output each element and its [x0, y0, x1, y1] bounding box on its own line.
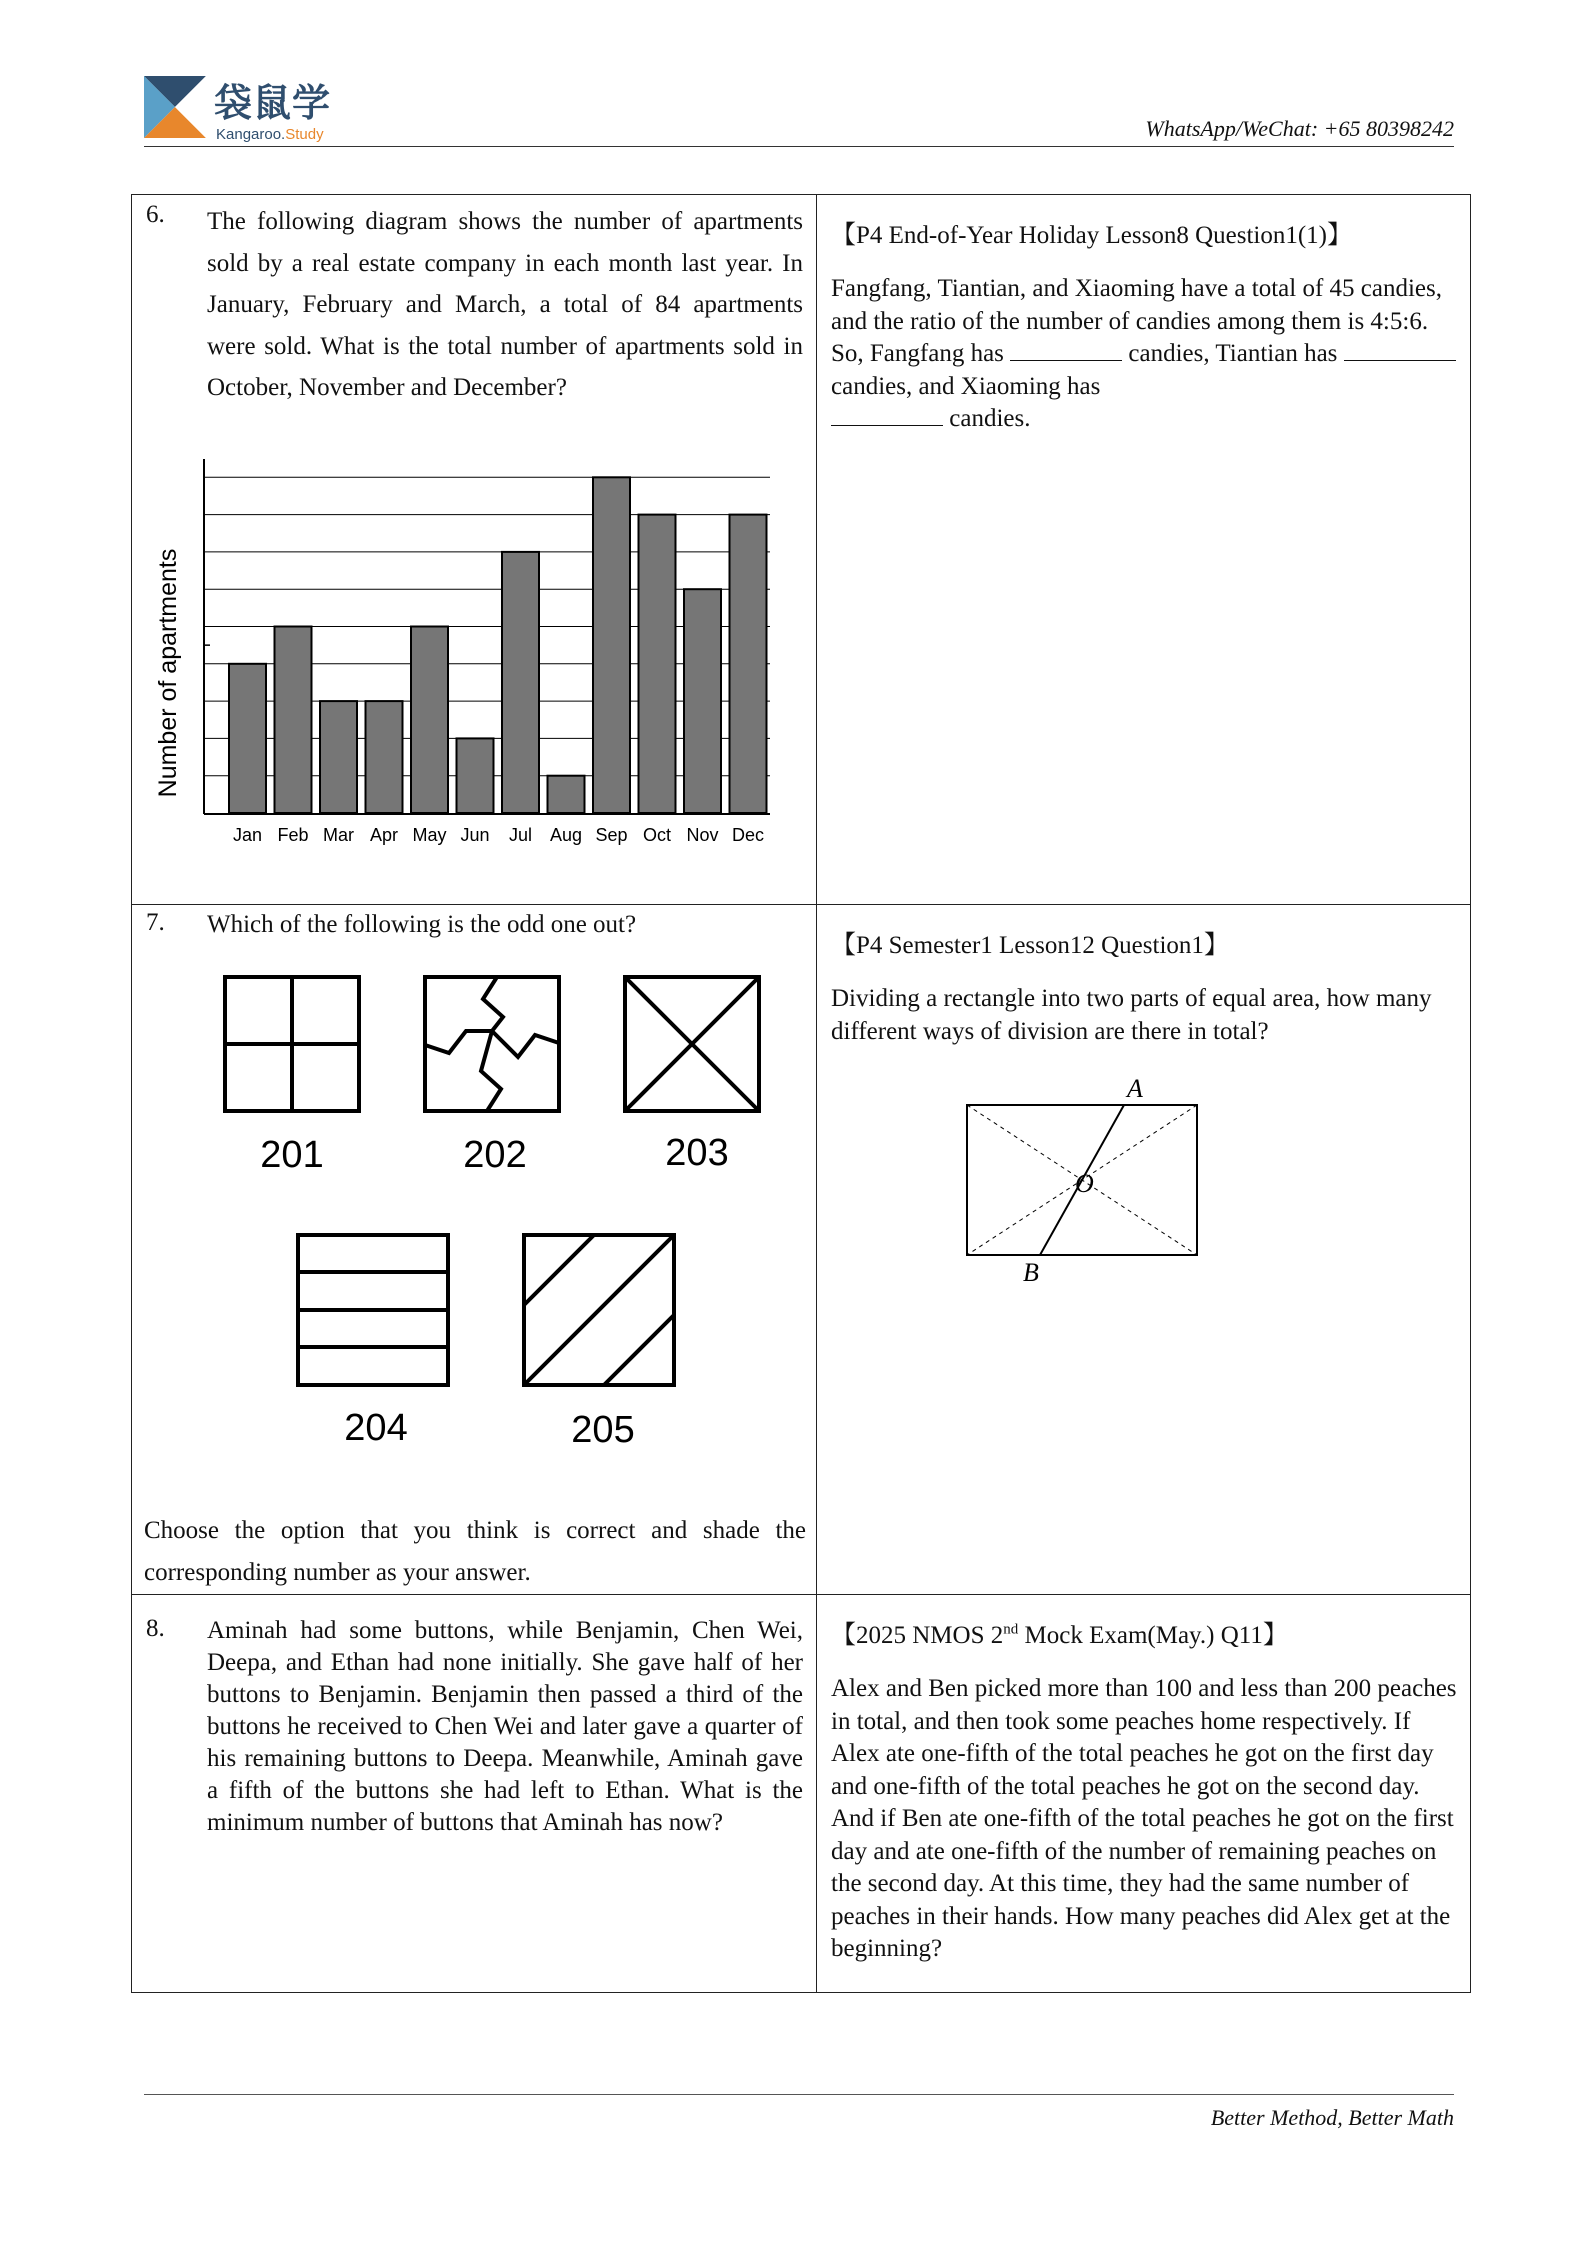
related-question-tag: 【P4 Semester1 Lesson12 Question1】: [831, 932, 1229, 959]
bar-dec: [730, 515, 767, 813]
related-question-text: Alex and Ben picked more than 100 and less than 200 peaches in total, and then took some peaches home respectively. If Alex ate one-fifth of the total peaches he got on the first day and one-fifth of the total peaches he got on the second day. And if Ben ate one-fifth of the total peaches he got on the first day and ate one-fifth of the number of remaining peaches on the second day. At this time, they had the same number of peaches in their hands. How many peaches did Alex get at the beginning?: [831, 1675, 1457, 1962]
option-201-label[interactable]: 201: [260, 1134, 324, 1176]
y-axis-label: Number of apartments: [154, 548, 182, 798]
question-row-7: [132, 905, 1471, 1595]
x-tick-label: Sep: [595, 825, 628, 845]
answer-blank[interactable]: [1344, 340, 1456, 361]
bar-jan: [229, 664, 266, 813]
logo-chinese-text: 袋鼠学: [214, 81, 332, 125]
question-cell: [132, 195, 817, 905]
option-figures: [132, 905, 816, 1465]
related-question-tag: 【P4 End-of-Year Holiday Lesson8 Question1(1)】: [831, 222, 1353, 249]
question-number: 7.: [146, 909, 165, 936]
bar-oct: [639, 515, 676, 813]
related-question-cell: [817, 195, 1471, 905]
question-row-6: [132, 195, 1471, 905]
x-tick-label: Oct: [642, 825, 672, 845]
question-cell: [132, 1595, 817, 1993]
logo-english-text: Kangaroo.Study: [216, 126, 324, 143]
point-a-label: A: [1127, 1075, 1143, 1103]
related-question-text: Dividing a rectangle into two parts of equal area, how many different ways of division are there in total?: [831, 985, 1432, 1045]
question-text: The following diagram shows the number of apartments sold by a real estate company in each month last year. In January, February and March, a total of 84 apartments were sold. What is the total number of apartments sold in October, November and December?: [207, 208, 803, 401]
bar-feb: [275, 627, 312, 814]
option-201-figure: [225, 977, 359, 1111]
x-tick-label: Aug: [549, 825, 583, 845]
option-204-figure: [298, 1235, 448, 1385]
bar-may: [411, 627, 448, 814]
page-footer: [144, 2094, 1454, 2130]
related-question-text: Fangfang, Tiantian, and Xiaoming have a total of 45 candies, and the ratio of the number of candies among them is 4:5:6. So, Fangfang has candies, Tiantian has candies, and Xiaoming has candies.: [831, 273, 1461, 436]
option-205-figure: [524, 1235, 674, 1385]
x-tick-label: Feb: [277, 825, 309, 845]
option-204-label[interactable]: 204: [344, 1407, 408, 1449]
x-tick-label: May: [412, 825, 447, 845]
bar-chart: [132, 453, 792, 853]
x-tick-label: Apr: [369, 825, 399, 845]
related-question-cell: [817, 905, 1471, 1595]
logo: [144, 72, 354, 146]
question-row-8: [132, 1595, 1471, 1993]
rectangle-diagram: [817, 1075, 1471, 1295]
bar-jul: [502, 552, 539, 813]
point-o-label: O: [1075, 1169, 1094, 1198]
answer-blank[interactable]: [831, 405, 943, 426]
x-tick-label: Jan: [232, 825, 263, 845]
x-tick-label: Jul: [508, 825, 533, 845]
option-205-label[interactable]: 205: [571, 1409, 635, 1451]
related-question-tag: 【2025 NMOS 2nd Mock Exam(May.) Q11】: [831, 1621, 1288, 1649]
option-203-figure: [625, 977, 759, 1111]
x-tick-label: Mar: [323, 825, 354, 845]
question-number: 8.: [146, 1615, 165, 1642]
contact-info: WhatsApp/WeChat: +65 80398242: [1145, 116, 1454, 141]
bar-nov: [684, 589, 721, 813]
related-question-cell: [817, 1595, 1471, 1993]
bar-apr: [366, 701, 403, 813]
bar-mar: [320, 701, 357, 813]
question-number: 6.: [146, 201, 165, 228]
option-202-label[interactable]: 202: [463, 1134, 527, 1176]
x-tick-label: Dec: [731, 825, 765, 845]
page-header: [144, 72, 1454, 147]
question-cell: [132, 905, 817, 1595]
question-text: Aminah had some buttons, while Benjamin, Chen Wei, Deepa, and Ethan had none initially. She gave half of her buttons to Benjamin. Benjamin then passed a third of the buttons he received to Chen Wei and later gave a quarter of his remaining buttons to Deepa. Meanwhile, Aminah gave a fifth of the buttons she had left to Ethan. What is the minimum number of buttons that Aminah has now?: [207, 1617, 803, 1836]
answer-blank[interactable]: [1010, 340, 1122, 361]
option-203-label[interactable]: 203: [665, 1132, 729, 1174]
question-text: Which of the following is the odd one out?: [207, 911, 637, 938]
footer-slogan: Better Method, Better Math: [1210, 2105, 1454, 2130]
question-table: [131, 194, 1471, 1993]
answer-instruction: Choose the option that you think is correct and shade the corresponding number as your answer.: [144, 1517, 806, 1586]
point-b-label: B: [1023, 1258, 1039, 1287]
option-202-figure: [425, 977, 559, 1111]
bar-jun: [457, 738, 494, 813]
kangaroo-logo-icon: [144, 76, 206, 138]
bar-sep: [593, 477, 630, 813]
x-tick-label: Jun: [460, 825, 490, 845]
x-tick-label: Nov: [686, 825, 719, 845]
bar-aug: [548, 776, 585, 813]
